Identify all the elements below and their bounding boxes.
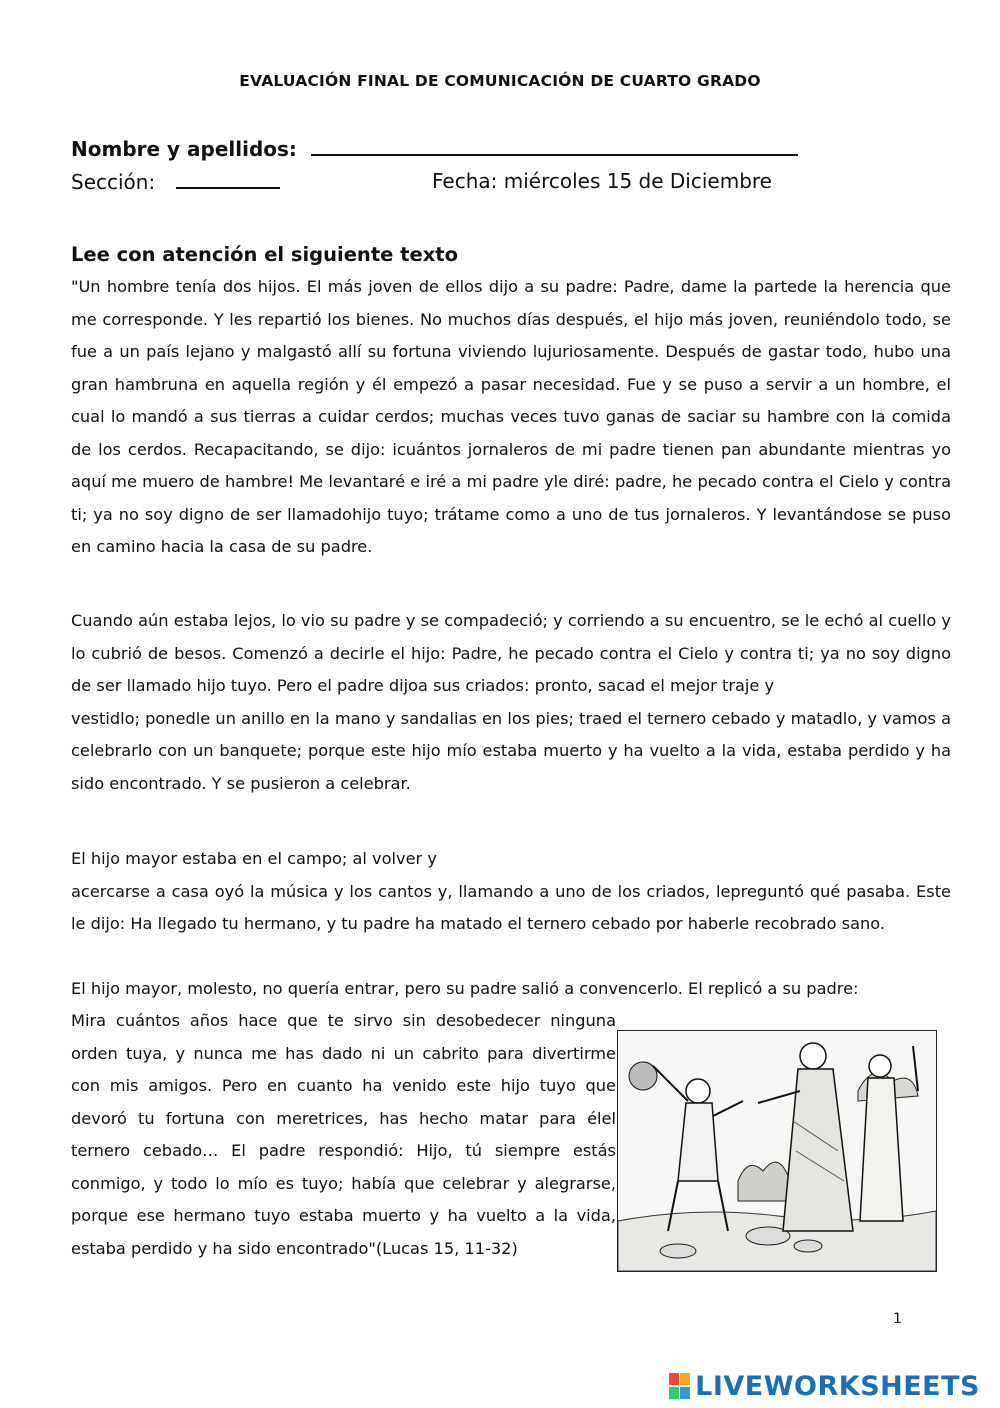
paragraph-3 — [71, 843, 951, 941]
document-title: EVALUACIÓN FINAL DE COMUNICACIÓN DE CUARTO GRADO — [239, 72, 761, 90]
section-blank[interactable] — [176, 165, 280, 189]
paragraph-4-text: El hijo mayor, molesto, no quería entrar, pero su padre salió a convencerlo. El replicó a su padre: — [71, 979, 859, 998]
section-row — [71, 165, 951, 198]
paragraph-3a-text: El hijo mayor estaba en el campo; al volver y — [71, 849, 437, 868]
brand-name: LIVEWORKSHEETS — [695, 1370, 980, 1402]
liveworksheets-brand[interactable] — [669, 1370, 980, 1402]
paragraph-2a-text: Cuando aún estaba lejos, lo vio su padre y se compadeció; y corriendo a su encuentro, se le echó al cuello y lo cubrió de besos. Comenzó a decirle el hijo: Padre, he pecado contra el Cielo y contra ti; ya no soy digno de ser llamado hijo tuyo. Pero el padre dijoa sus criados: pronto, sacad el mejor traje y — [71, 611, 951, 695]
paragraph-2 — [71, 605, 951, 800]
student-fields — [71, 132, 951, 198]
prodigal-son-illustration — [617, 1030, 937, 1272]
illustration-drawing — [618, 1031, 936, 1271]
name-row — [71, 132, 951, 165]
paragraph-5-text: Mira cuántos años hace que te sirvo sin desobedecer ninguna orden tuya, y nunca me has dado ni un cabrito para divertirme con mis amigos. Pero en cuanto ha venido este hijo tuyo que devoró tu fortuna con meretrices, has hecho matar para élel ternero cebado… El padre respondió: Hijo, tú siempre estás conmigo, y todo lo mío es tuyo; había que celebrar y alegrarse, porque ese hermano tuyo estaba muerto y ha vuelto a la vida, estaba perdido y ha sido encontrado"(Lucas 15, 11-32) — [71, 1011, 616, 1258]
page-number: 1 — [893, 1311, 902, 1327]
paragraph-4 — [71, 973, 951, 1006]
name-label: Nombre y apellidos: — [71, 137, 297, 161]
paragraph-1-text: "Un hombre tenía dos hijos. El más joven de ellos dijo a su padre: Padre, dame la partede la herencia que me corresponde. Y les repartió los bienes. No muchos días después, el hijo más joven, reuniéndolo todo, se fue a un país lejano y malgastó allí su fortuna viviendo lujuriosamente. Después de gastar todo, hubo una gran hambruna en aquella región y él empezó a pasar necesidad. Fue y se puso a servir a un hombre, el cual lo mandó a sus tierras a cuidar cerdos; muchas veces tuvo ganas de saciar su hambre con la comida de los cerdos. Recapacitando, se dijo: icuántos jornaleros de mi padre tienen pan abundante mientras yo aquí me muero de hambre! Me levantaré e iré a mi padre yle diré: padre, he pecado contra el Cielo y contra ti; ya no soy digno de ser llamadohijo tuyo; trátame como a uno de tus jornaleros. Y levantándose se puso en camino hacia la casa de su padre. — [71, 277, 951, 556]
paragraph-5 — [71, 1005, 616, 1265]
liveworksheets-logo-icon — [669, 1373, 691, 1399]
paragraph-2b-text: vestidlo; ponedle un anillo en la mano y sandalias en los pies; traed el ternero cebado y matadlo, y vamos a celebrarlo con un banquete; porque este hijo mío estaba muerto y ha vuelto a la vida, estaba perdido y ha sido encontrado. Y se pusieron a celebrar. — [71, 708, 951, 793]
reading-instruction: Lee con atención el siguiente texto — [71, 243, 458, 266]
date-label: Fecha: miércoles 15 de Diciembre — [432, 169, 772, 193]
paragraph-3b-text: acercarse a casa oyó la música y los cantos y, llamando a uno de los criados, lepreguntó qué pasaba. Este le dijo: Ha llegado tu hermano, y tu padre ha matado el ternero cebado por haberle recobrado sano. — [71, 881, 951, 933]
paragraph-1 — [71, 271, 951, 564]
name-blank[interactable] — [311, 132, 798, 156]
section-label: Sección: — [71, 170, 156, 194]
